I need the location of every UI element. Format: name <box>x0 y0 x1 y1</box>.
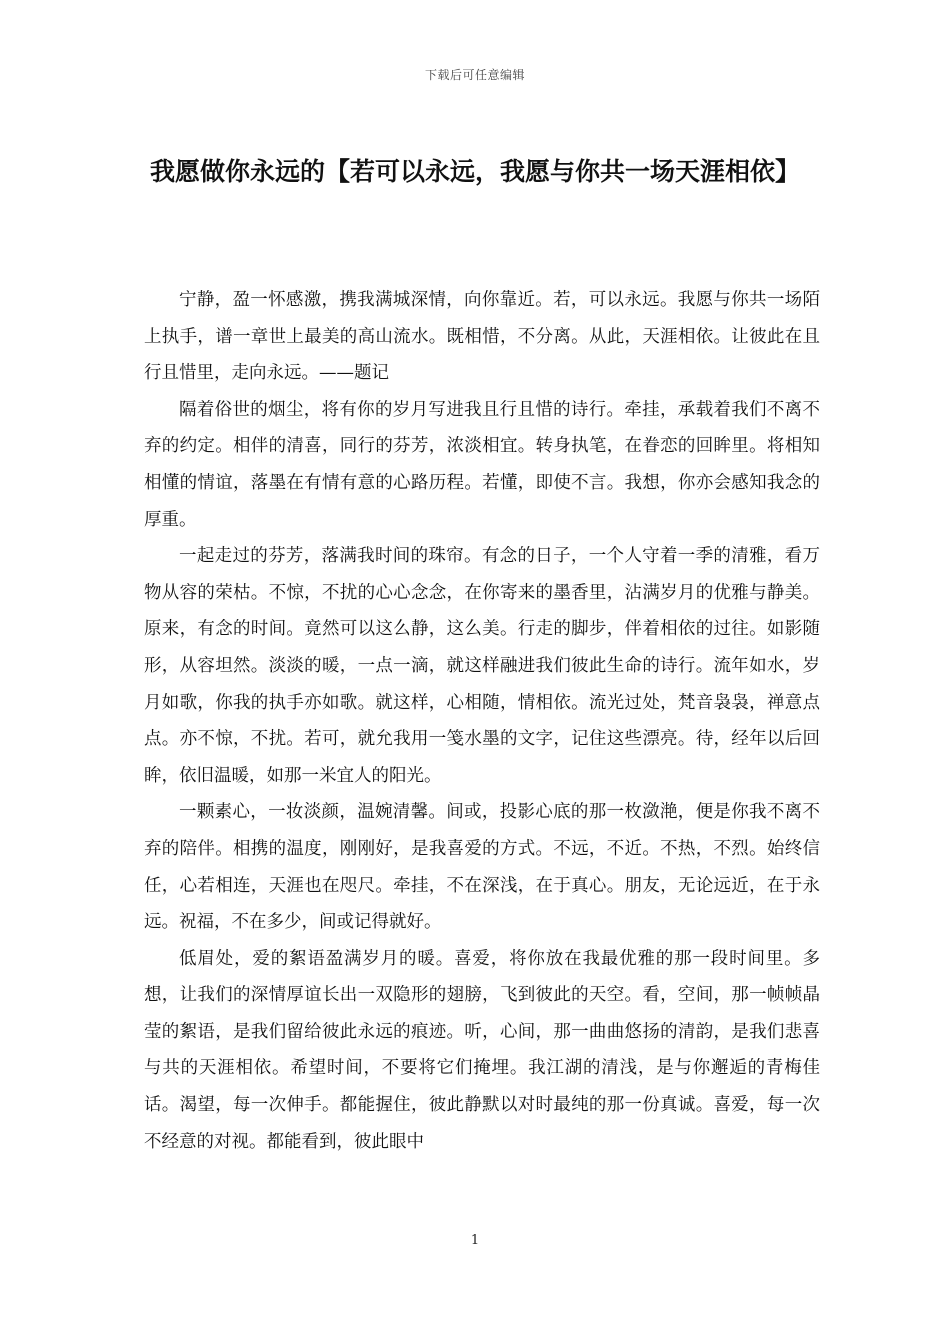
paragraph: 一起走过的芬芳，落满我时间的珠帘。有念的日子，一个人守着一季的清雅，看万物从容的荣枯。不惊，不扰的心心念念，在你寄来的墨香里，沾满岁月的优雅与静美。原来，有念的时间。竟然可以这么静，这么美。行走的脚步，伴着相依的过往。如影随形，从容坦然。淡淡的暖，一点一滴，就这样融进我们彼此生命的诗行。流年如水，岁月如歌，你我的执手亦如歌。就这样，心相随，情相依。流光过处，梵音袅袅，禅意点点。亦不惊，不扰。若可，就允我用一笺水墨的文字，记住这些漂亮。待，经年以后回眸，依旧温暖，如那一米宜人的阳光。 <box>144 546 820 786</box>
page-number: 1 <box>470 1233 480 1248</box>
paragraph: 低眉处，爱的絮语盈满岁月的暖。喜爱，将你放在我最优雅的那一段时间里。多想，让我们的深情厚谊长出一双隐形的翅膀，飞到彼此的天空。看，空间，那一帧帧晶莹的絮语，是我们留给彼此永远的痕迹。听，心间，那一曲曲悠扬的清韵，是我们悲喜与共的天涯相依。希望时间，不要将它们掩埋。我江湖的清浅，是与你邂逅的青梅佳话。渴望，每一次伸手。都能握住，彼此静默以对时最纯的那一份真诚。喜爱，每一次不经意的对视。都能看到，彼此眼中 <box>144 948 820 1152</box>
document-body <box>144 282 820 1160</box>
document-title: 我愿做你永远的【若可以永远，我愿与你共一场天涯相依】 <box>150 157 801 186</box>
paragraph: 隔着俗世的烟尘，将有你的岁月写进我且行且惜的诗行。牵挂，承载着我们不离不弃的约定。相伴的清喜，同行的芬芳，浓淡相宜。转身执笔，在眷恋的回眸里。将相知相懂的情谊，落墨在有情有意的心路历程。若懂，即使不言。我想，你亦会感知我念的厚重。 <box>144 399 820 530</box>
paragraph: 宁静，盈一怀感激，携我满城深情，向你靠近。若，可以永远。我愿与你共一场陌上执手，谱一章世上最美的高山流水。既相惜，不分离。从此，天涯相依。让彼此在且行且惜里，走向永远。——题记 <box>144 290 820 384</box>
paragraph: 一颗素心，一妆淡颜，温婉清馨。间或，投影心底的那一枚潋滟，便是你我不离不弃的陪伴。相携的温度，刚刚好，是我喜爱的方式。不远，不近。不热，不烈。始终信任，心若相连，天涯也在咫尺。牵挂，不在深浅，在于真心。朋友，无论远近，在于永远。祝福，不在多少，间或记得就好。 <box>144 802 820 933</box>
header-note: 下载后可任意编辑 <box>424 68 525 82</box>
